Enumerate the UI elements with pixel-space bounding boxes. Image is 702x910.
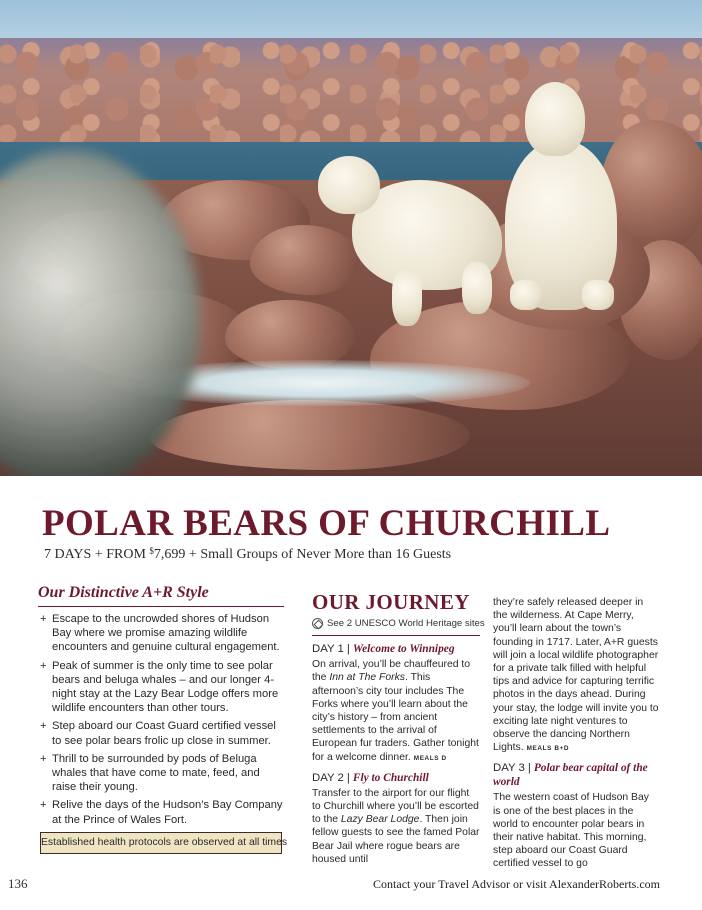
day-2-text-continued: [493, 596, 659, 755]
style-bullet-list: [38, 612, 284, 827]
tour-summary: [44, 546, 451, 563]
journey-section: [312, 590, 485, 866]
day-3-text: The western coast of Hudson Bay is one of the best places in the world to encounter polar bears in their native habitat. This morning, step aboard our Coast Guard certified vessel to go: [493, 792, 649, 870]
bullet-marker: +: [40, 799, 47, 812]
unesco-icon: [312, 618, 323, 629]
day-separator: |: [346, 771, 350, 784]
day-text-part: they’re safely released deeper in the wilderness. At Cape Merry, you’ll learn about the town’s founding in 1717. Later, A+R guests will join a local wildlife photographer for a private talk filled with helpful tips and advice for capturing terrific photos in the days ahead. During your stay, the lodge will invite you to exciting late night ventures to observe the dancing Northern Lights.: [493, 597, 659, 754]
subtitle-duration: 7 DAYS + FROM: [44, 547, 150, 562]
bullet-marker: +: [40, 659, 47, 672]
list-item: [38, 752, 284, 795]
bullet-text: Escape to the uncrowded shores of Hudson Bay where we promise amazing wildlife encounters and genuine cultural engagement.: [52, 613, 280, 654]
page-number: 136: [8, 876, 28, 891]
subtitle-group-size: + Small Groups of Never More than 16 Guests: [185, 547, 452, 562]
polar-bear-leg: [582, 280, 614, 310]
polar-bear-head: [318, 156, 380, 214]
day-1-text: [312, 658, 480, 765]
style-heading: Our Distinctive A+R Style: [38, 584, 284, 607]
bullet-text: Peak of summer is the only time to see polar bears and beluga whales – and our longer 4-night stay at the Lazy Bear Lodge offers more wildlife encounters than other tours.: [52, 659, 279, 715]
day-text-part: . Then join fellow guests to see the famed Polar Bear Jail where rogue bears are housed until: [312, 814, 480, 865]
day-separator: |: [346, 643, 350, 656]
unesco-line: [312, 617, 485, 636]
polar-bear-leg: [392, 268, 422, 326]
bullet-text: Relive the days of the Hudson’s Bay Company at the Prince of Wales Fort.: [52, 799, 283, 826]
meals-badge: MEALS B+D: [526, 745, 570, 753]
list-item: [38, 798, 284, 826]
rock: [150, 400, 470, 470]
meals-badge: MEALS D: [413, 754, 447, 762]
list-item: [38, 612, 284, 655]
day-label: DAY 2: [312, 771, 344, 784]
day-title: Welcome to Winnipeg: [352, 643, 455, 656]
day-1-heading: [312, 642, 480, 656]
page-title: POLAR BEARS OF CHURCHILL: [42, 503, 611, 544]
unesco-text: See 2 UNESCO World Heritage sites: [327, 618, 485, 629]
day-title: Polar bear capital of the world: [493, 762, 648, 789]
journey-heading: OUR JOURNEY: [312, 590, 470, 614]
day-separator: |: [527, 762, 531, 775]
style-section: [38, 584, 284, 831]
polar-bear-head: [525, 82, 585, 156]
list-item: [38, 719, 284, 747]
journey-continued: [493, 594, 659, 871]
day-label: DAY 1: [312, 643, 344, 656]
bullet-text: Thrill to be surrounded by pods of Beluga whales that have come to mate, feed, and raise their young.: [52, 752, 260, 794]
day-2-text: [312, 787, 480, 866]
footer-contact: Contact your Travel Advisor or visit AlexanderRoberts.com: [373, 877, 660, 891]
rocky-hillside: [0, 38, 702, 150]
day-3-heading: [493, 761, 659, 789]
rock: [250, 225, 360, 295]
lodge-name: Lazy Bear Lodge: [340, 814, 420, 826]
bullet-marker: +: [40, 752, 47, 765]
health-protocol-notice: Established health protocols are observed at all times: [40, 832, 282, 854]
day-text-part: Transfer to the airport for our flight to Churchill where you’ll be escorted to the: [312, 787, 479, 826]
day-text-part: On arrival, you’ll be chauffeured to the: [312, 659, 471, 684]
price: 7,699: [153, 547, 186, 562]
currency-symbol: $: [149, 546, 154, 556]
day-title: Fly to Churchill: [352, 771, 429, 784]
bullet-marker: +: [40, 613, 47, 625]
day-label: DAY 3: [493, 762, 525, 775]
hotel-name: Inn at The Forks: [329, 672, 405, 684]
list-item: [38, 659, 284, 716]
day-2-heading: [312, 771, 480, 785]
bullet-text: Step aboard our Coast Guard certified vessel to see polar bears frolic up close in summer.: [52, 720, 276, 747]
polar-bear-leg: [462, 262, 492, 314]
bullet-marker: +: [40, 720, 47, 733]
day-text-part: . This afternoon’s city tour includes The Forks where you’ll learn about the city’s history – from ancient settlements to the arrival of European fur traders. Gather tonight for a welcome dinner.: [312, 672, 479, 763]
polar-bear-leg: [510, 280, 542, 310]
